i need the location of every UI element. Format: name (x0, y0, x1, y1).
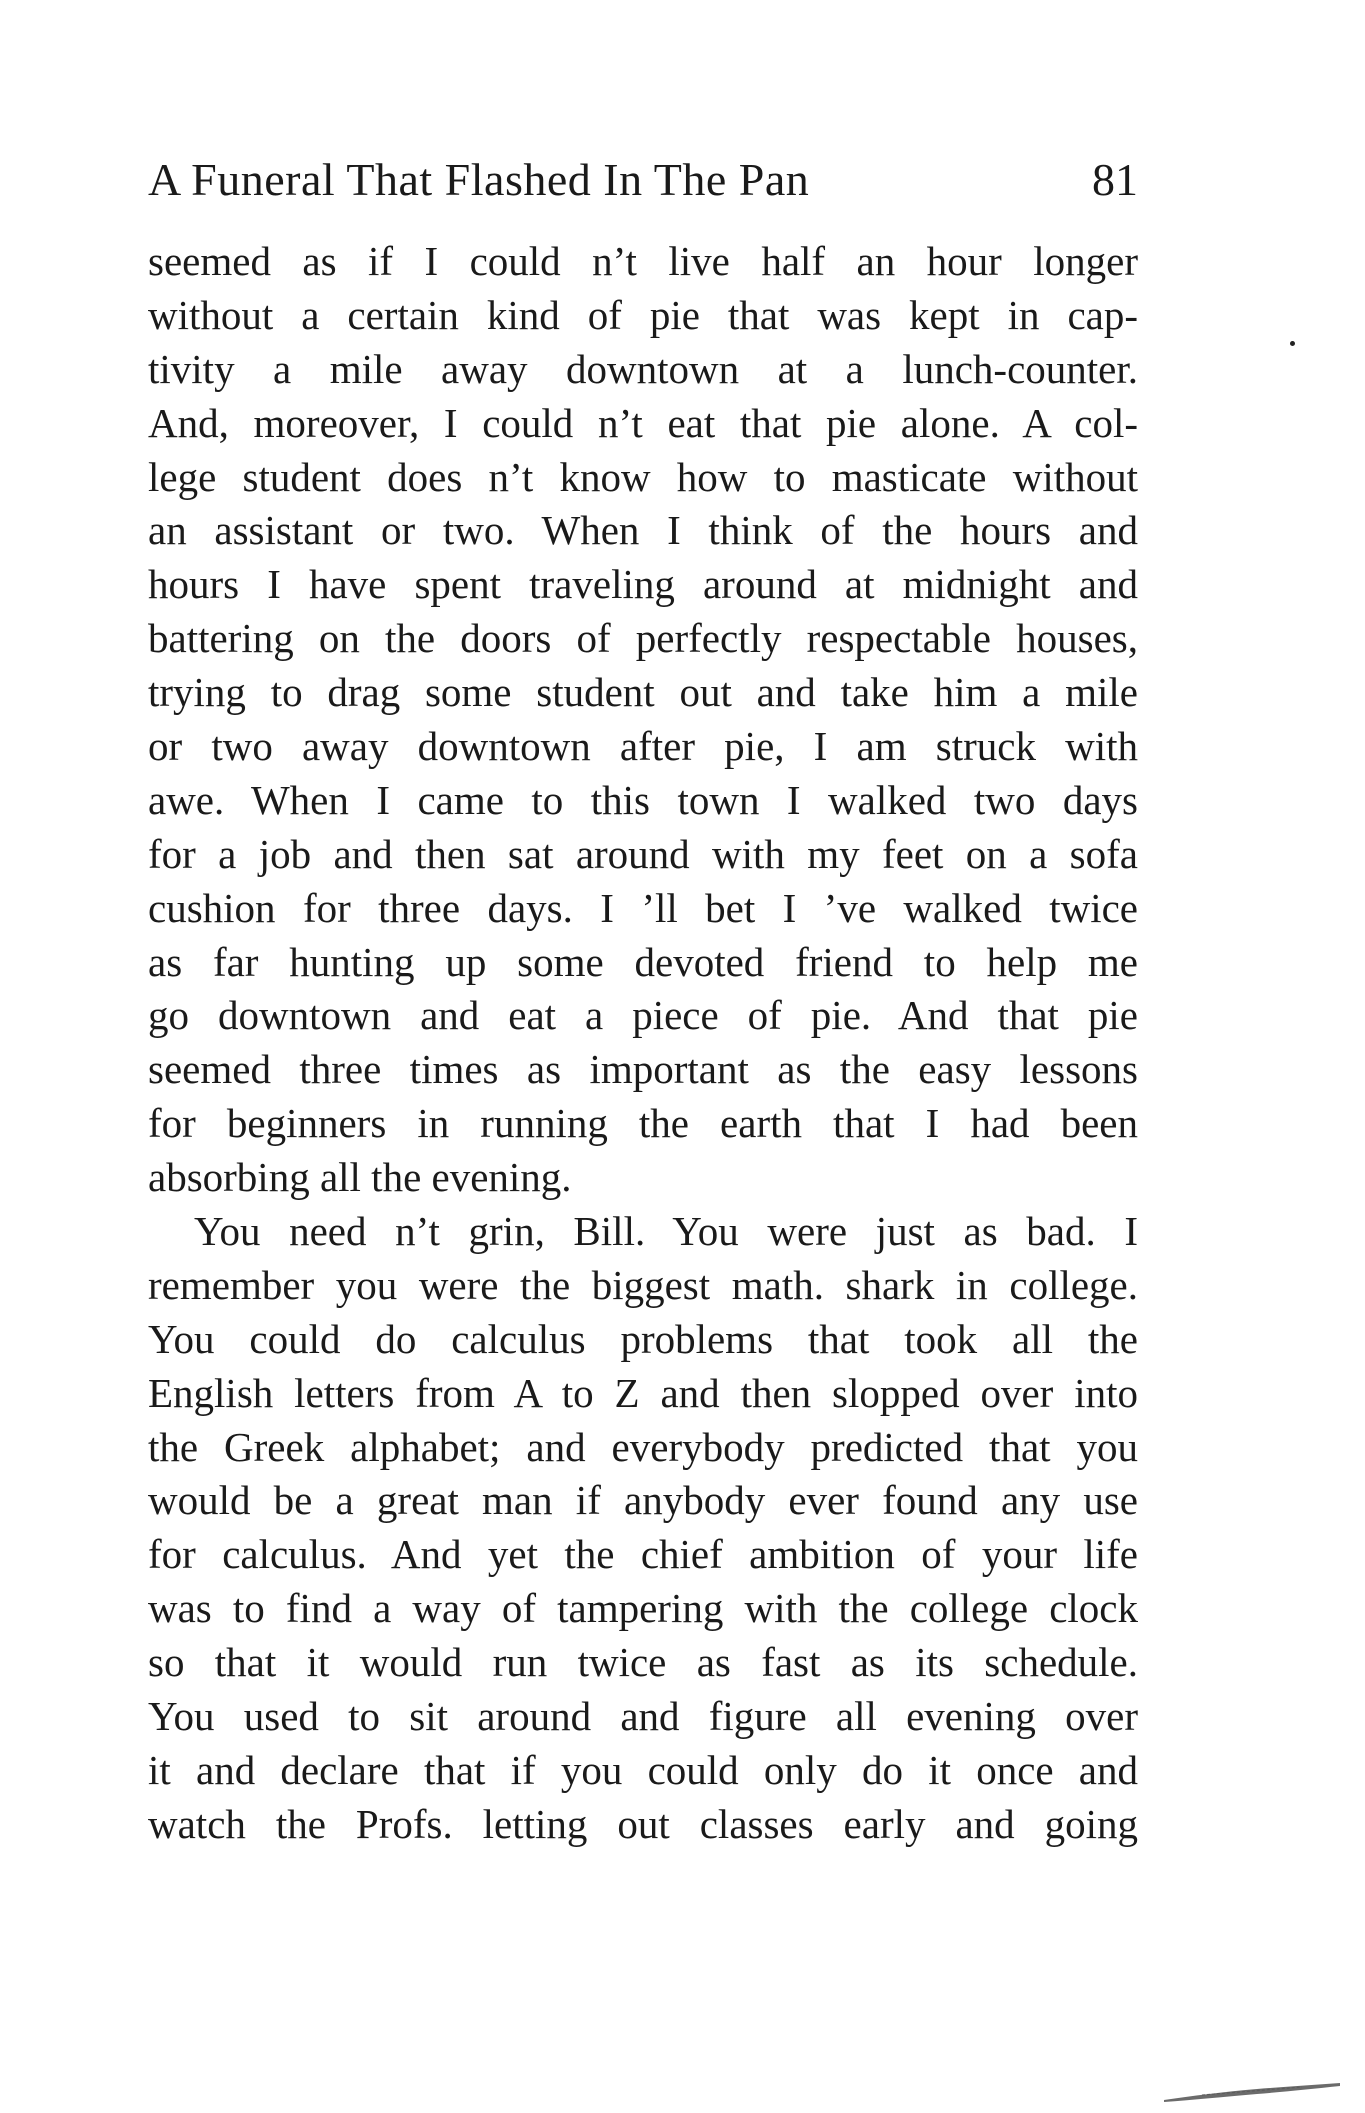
text-line: cushion for three days. I ’ll bet I ’ve walked twice (148, 884, 1138, 931)
page-number: 81 (1092, 154, 1138, 205)
text-line: it and declare that if you could only do it once and (148, 1746, 1138, 1793)
text-line: hours I have spent traveling around at midnight and (148, 561, 1138, 608)
text-line: lege student does n’t know how to masticate without (148, 453, 1138, 500)
text-line: without a certain kind of pie that was kept in cap- (148, 291, 1138, 338)
text-line: seemed as if I could n’t live half an hour longer (148, 238, 1138, 284)
text-line: for beginners in running the earth that I had been (148, 1100, 1138, 1147)
ink-smudge (1162, 2080, 1342, 2104)
text-line: or two away downtown after pie, I am struck with (148, 723, 1138, 770)
chapter-title: A Funeral That Flashed In The Pan (148, 154, 810, 205)
text-line: for calculus. And yet the chief ambition of your life (148, 1531, 1138, 1578)
text-line: was to find a way of tampering with the college clock (148, 1585, 1138, 1632)
text-line: tivity a mile away downtown at a lunch-counter. (148, 345, 1138, 392)
text-line: trying to drag some student out and take him a mile (148, 669, 1138, 716)
text-line: so that it would run twice as fast as its schedule. (148, 1639, 1138, 1686)
text-line: remember you were the biggest math. shark in college. (148, 1261, 1138, 1308)
body-text (148, 235, 1138, 1852)
text-line: an assistant or two. When I think of the hours and (148, 507, 1138, 554)
text-line: the Greek alphabet; and everybody predicted that you (148, 1423, 1138, 1470)
text-line: would be a great man if anybody ever found any use (148, 1477, 1138, 1524)
running-head (148, 150, 1138, 210)
text-line: English letters from A to Z and then slopped over into (148, 1369, 1138, 1416)
text-line: go downtown and eat a piece of pie. And that pie (148, 992, 1138, 1039)
text-line: as far hunting up some devoted friend to help me (148, 938, 1138, 985)
text-line: battering on the doors of perfectly respectable houses, (148, 615, 1138, 662)
text-line: watch the Profs. letting out classes early and going (148, 1800, 1138, 1847)
text-line: seemed three times as important as the easy lessons (148, 1046, 1138, 1093)
text-line: And, moreover, I could n’t eat that pie alone. A col- (148, 399, 1138, 446)
paragraph-end-line: absorbing all the evening. (148, 1154, 572, 1201)
text-line: awe. When I came to this town I walked two days (148, 776, 1138, 823)
text-line: You used to sit around and figure all evening over (148, 1693, 1138, 1740)
text-line: for a job and then sat around with my feet on a sofa (148, 830, 1138, 877)
ink-speck (1290, 341, 1295, 346)
text-line: You could do calculus problems that took all the (148, 1315, 1138, 1362)
paragraph-start-line: You need n’t grin, Bill. You were just as bad. I (194, 1208, 1138, 1255)
